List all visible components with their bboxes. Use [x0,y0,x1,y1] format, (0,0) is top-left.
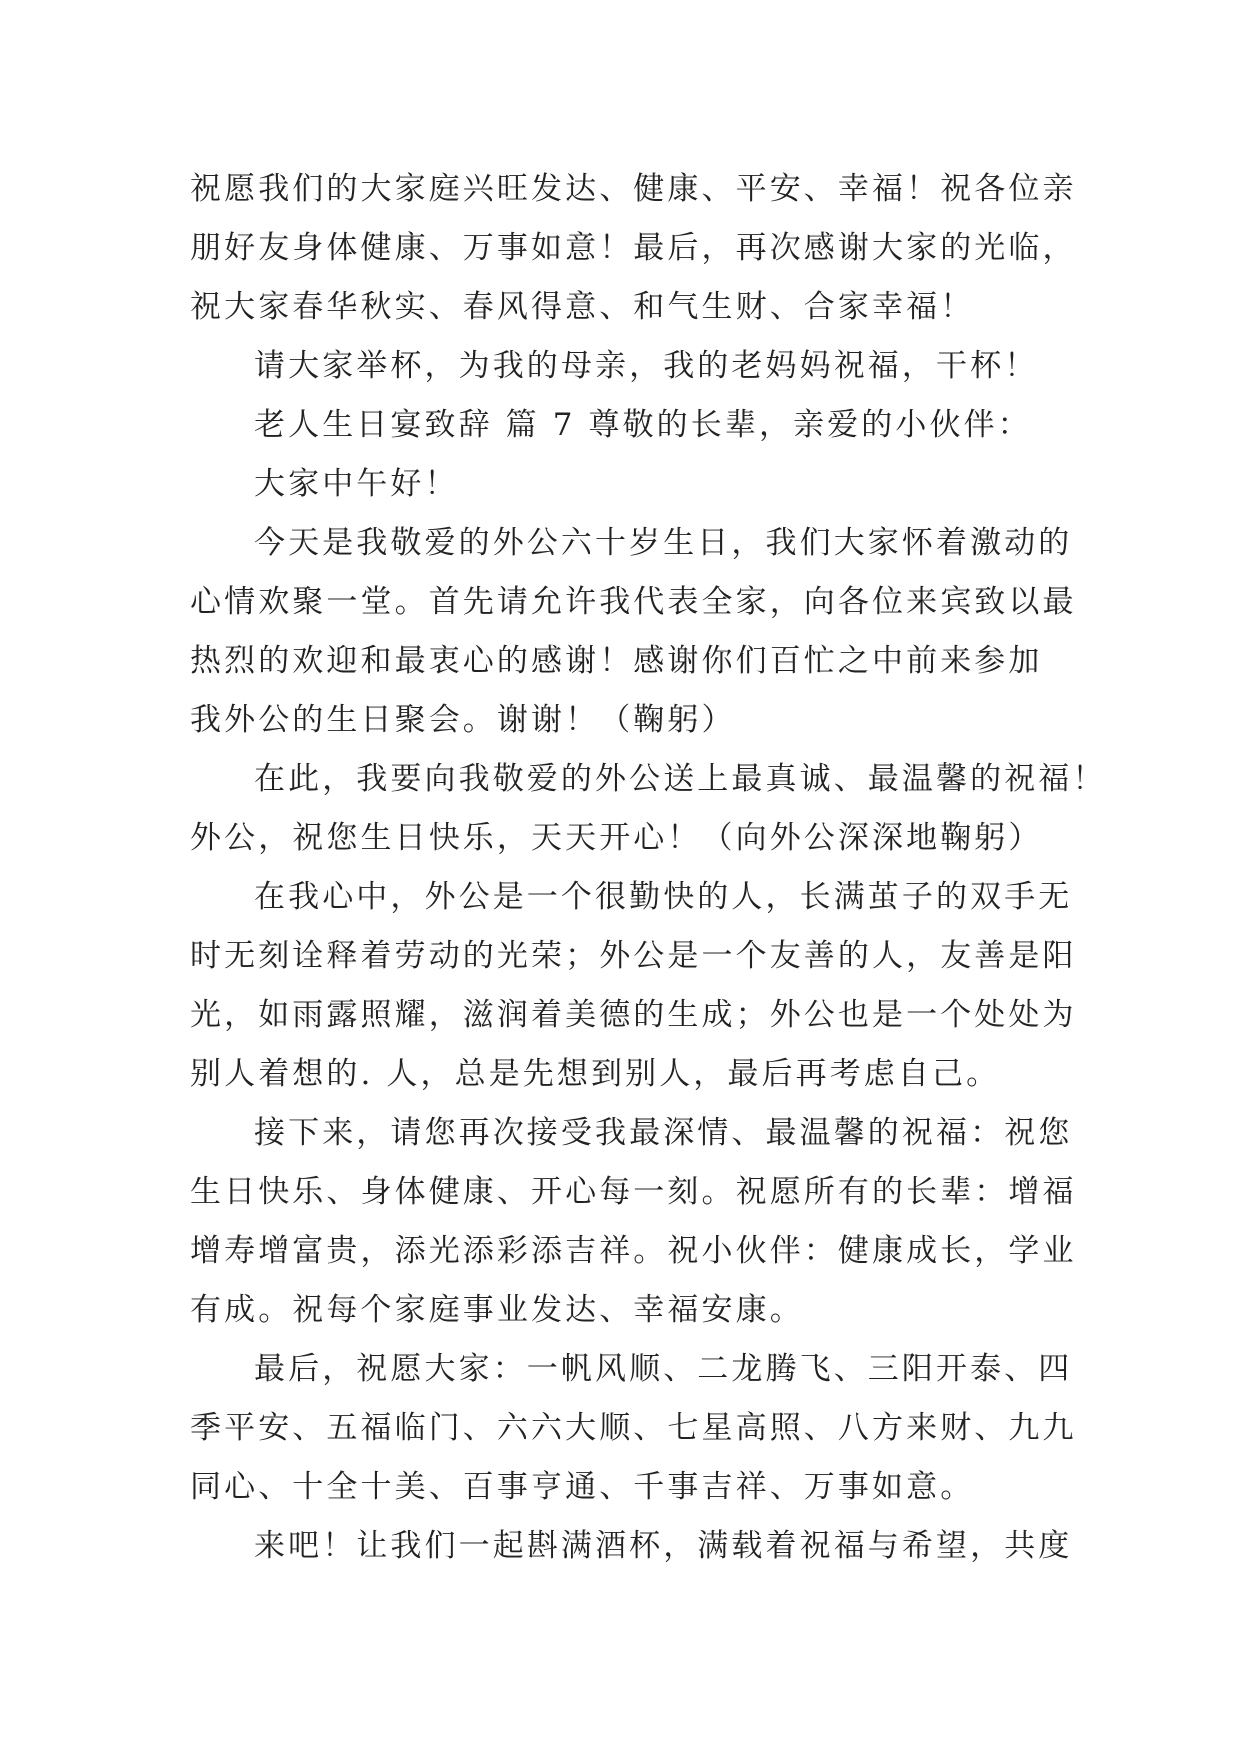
text-line: 在此，我要向我敬爱的外公送上最真诚、最温馨的祝福！ [254,761,1107,797]
text-line: 时无刻诠释着劳动的光荣；外公是一个友善的人，友善是阳 [190,938,1077,974]
text-line: 光，如雨露照耀，滋润着美德的生成；外公也是一个处处为 [190,997,1077,1033]
text-line: 请大家举杯，为我的母亲，我的老妈妈祝福，干杯！ [254,348,1039,384]
text-line: 增寿增富贵，添光添彩添吉祥。祝小伙伴：健康成长，学业 [190,1233,1077,1269]
text-line: 心情欢聚一堂。首先请允许我代表全家，向各位来宾致以最 [190,584,1077,620]
text-line: 今天是我敬爱的外公六十岁生日，我们大家怀着激动的 [254,525,1073,561]
text-line: 别人着想的. 人，总是先想到别人，最后再考虑自己。 [190,1056,1001,1092]
text-line: 热烈的欢迎和最衷心的感谢！感谢你们百忙之中前来参加 [190,643,1043,679]
section-heading-line: 老人生日宴致辞 篇 7 尊敬的长辈，亲爱的小伙伴： [254,407,1032,443]
text-line: 季平安、五福临门、六六大顺、七星高照、八方来财、九九 [190,1410,1077,1446]
text-line: 生日快乐、身体健康、开心每一刻。祝愿所有的长辈：增福 [190,1174,1077,1210]
text-line: 来吧！让我们一起斟满酒杯，满载着祝福与希望，共度 [254,1528,1073,1564]
text-line: 同心、十全十美、百事亨通、千事吉祥、万事如意。 [190,1469,975,1505]
text-line: 外公，祝您生日快乐，天天开心！（向外公深深地鞠躬） [190,820,1043,856]
text-line: 在我心中，外公是一个很勤快的人，长满茧子的双手无 [254,879,1073,915]
greeting-line: 大家中午好！ [254,466,459,502]
text-line: 有成。祝每个家庭事业发达、幸福安康。 [190,1292,804,1328]
text-line: 接下来，请您再次接受我最深情、最温馨的祝福：祝您 [254,1115,1073,1151]
text-line: 最后，祝愿大家：一帆风顺、二龙腾飞、三阳开泰、四 [254,1351,1073,1387]
text-line: 我外公的生日聚会。谢谢！（鞠躬） [190,702,736,738]
text-line: 祝愿我们的大家庭兴旺发达、健康、平安、幸福！祝各位亲 [190,171,1077,207]
body-text [190,160,1107,1576]
text-line: 朋好友身体健康、万事如意！最后，再次感谢大家的光临， [190,230,1077,266]
text-line: 祝大家春华秋实、春风得意、和气生财、合家幸福！ [190,289,975,325]
